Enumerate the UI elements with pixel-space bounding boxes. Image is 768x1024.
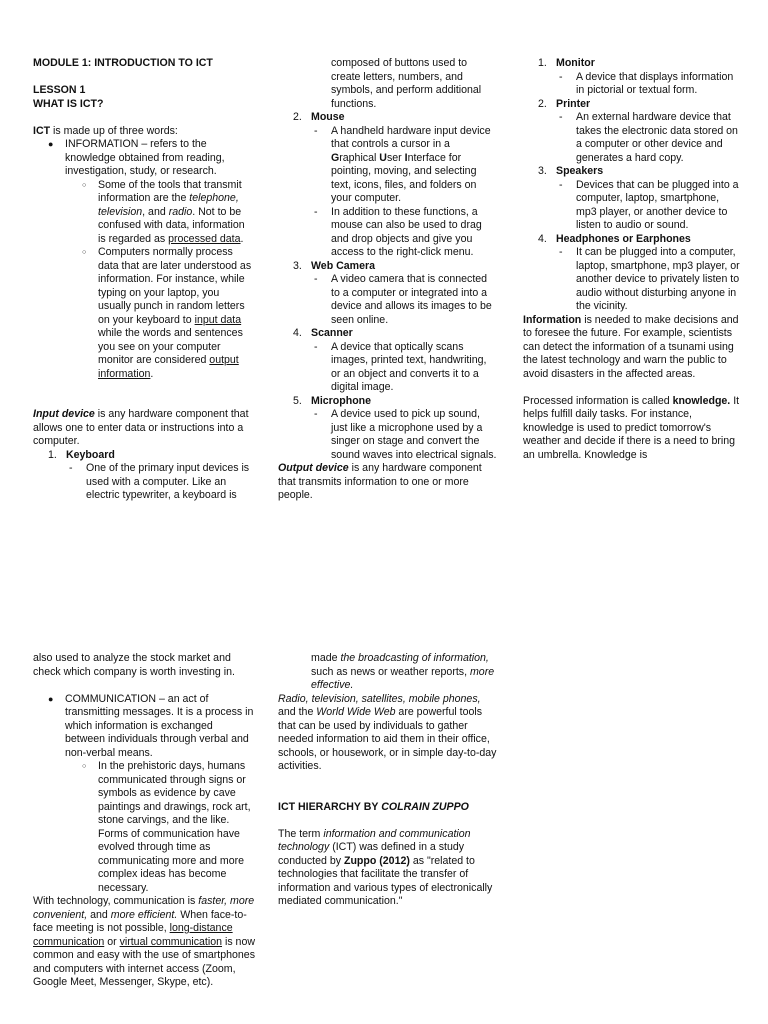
bullet-icon: ● xyxy=(48,693,54,704)
output-device-definition: Output device is any hardware component that transmits information to one or more people. xyxy=(278,462,482,501)
lesson-number: LESSON 1 xyxy=(33,84,86,96)
keyboard-desc-continued: composed of buttons used to create letters, numbers, and symbols, and perform additional functions. xyxy=(331,57,482,110)
ict-words-list-continued xyxy=(33,693,255,896)
list-item: - A device that optically scans images, printed text, handwriting, or an object and converts it to a digital image. xyxy=(331,341,498,395)
list-item-monitor: 1. Monitor - A device that displays information in pictorial or textual form. xyxy=(556,57,741,98)
lesson-title: WHAT IS ICT? xyxy=(33,97,104,110)
list-item: - A handheld hardware input device that controls a cursor in a Graphical User Interface for pointing, moving, and selecting text, icons, files, and folders on your computer. xyxy=(331,125,498,206)
input-devices-list xyxy=(33,449,255,503)
page2-column-2 xyxy=(278,652,498,909)
list-item: - An external hardware device that takes the electronic data stored on a computer or other device and generates a hard copy. xyxy=(576,111,741,165)
tools-paragraph: Radio, television, satellites, mobile phones, and the World Wide Web are powerful tools that can be used by individuals to gather needed information to aid them in their office, schools, or housework, or in simple day-to-day activities. xyxy=(278,692,497,772)
circle-bullet-icon: ○ xyxy=(82,763,87,770)
list-item-headphones: 4. Headphones or Earphones - It can be plugged into a computer, laptop, smartphone, mp3 player, or another device to privately listen to audio without disturbing anyone in the vicinity. xyxy=(556,233,741,314)
knowledge-continued: also used to analyze the stock market and check which company is worth investing in. xyxy=(33,652,235,678)
information-paragraph: Information is needed to make decisions and to foresee the future. For example, scientists can detect the information of a tsunami using the latest technology and warn the public to avoid disasters in the affected areas. xyxy=(523,313,739,380)
page1-column-2 xyxy=(278,57,498,503)
input-devices-list-continued xyxy=(278,111,498,462)
microphone-desc-list xyxy=(311,408,498,462)
list-item-speakers: 3. Speakers - Devices that can be plugged into a computer, laptop, smartphone, mp3 player, or another device to listen to audio or sound. xyxy=(556,165,741,233)
list-item-web-camera: 3. Web Camera - A video camera that is connected to a computer or integrated into a device and allows its images to be seen online. xyxy=(311,260,498,328)
bullet-icon: ● xyxy=(48,139,54,149)
ict-words-list xyxy=(33,138,255,381)
list-item: - Devices that can be plugged into a computer, laptop, smartphone, mp3 player, or another device to listen to audio or sound. xyxy=(576,179,741,233)
printer-desc-list xyxy=(556,111,741,165)
ict-hierarchy-heading: ICT HIERARCHY BY COLRAIN ZUPPO xyxy=(278,800,469,813)
list-item: - In addition to these functions, a mouse can also be used to drag and drop objects and give you access to the right-click menu. xyxy=(331,206,498,260)
list-item: - One of the primary input devices is used with a computer. Like an electric typewriter, a keyboard is xyxy=(86,462,255,503)
circle-bullet-icon: ○ xyxy=(82,181,87,189)
page1-column-1 xyxy=(33,57,255,503)
list-item: ○ Some of the tools that transmit information are the telephone, television, and radio. Not to be confused with data, information is regarded as processed data. xyxy=(82,178,245,245)
list-item-keyboard: 1. Keyboard - One of the primary input devices is used with a computer. Like an electric typewriter, a keyboard is xyxy=(66,449,255,503)
headphones-desc-list xyxy=(556,246,741,314)
output-devices-list xyxy=(523,57,741,314)
list-item-information: ● INFORMATION – refers to the knowledge obtained from reading, investigation, study, or research. ○ Some of the tools that transmit information are the telephone, television, and radio. Not to be confused with data, information is regarded as processed data. ○ Computers normally process data that are later understood as information. For instance, while typing on your laptop, you usually punch in random letters on your keyboard to input data while the words and sentences you see on your computer monitor are considered output information. xyxy=(65,138,255,381)
broadcasting-continued: made the broadcasting of information, such as news or weather reports, more effective. xyxy=(311,652,495,691)
knowledge-paragraph: Processed information is called knowledge. It helps fulfill daily tasks. For instance, knowledge is used to predict tomorrow's weather and decide if there is a need to bring an umbrella. Knowledge is xyxy=(523,394,740,461)
scanner-desc-list xyxy=(311,341,498,395)
input-device-definition: Input device is any hardware component that allows one to enter data or instructions into a computer. xyxy=(33,408,249,447)
monitor-desc-list xyxy=(556,71,741,98)
ict-definition: ICT is made up of three words: xyxy=(33,124,178,137)
circle-bullet-icon: ○ xyxy=(82,249,87,256)
list-item-communication: ● COMMUNICATION – an act of transmitting messages. It is a process in which information is exchanged between individuals through verbal and non-verbal means. ○ In the prehistoric days, humans communicated through signs or symbols as evidence by cave paintings and drawings, rock art, stone carvings, and the like. Forms of communication have evolved through time as communicating more and more complex ideas has become necessary. xyxy=(48,692,254,894)
list-item: - It can be plugged into a computer, laptop, smartphone, mp3 player, or another device to privately listen to audio without disturbing anyone in the vicinity. xyxy=(576,246,741,314)
list-item: ○ Computers normally process data that are later understood as information. For instance, while typing on your laptop, you usually punch in random letters on your keyboard to input data while the words and sentences you see on your computer monitor are considered output information. xyxy=(82,246,252,380)
list-item: - A device used to pick up sound, just like a microphone used by a singer on stage and convert the sound waves into electrical signals. xyxy=(331,408,498,462)
communication-sub-list xyxy=(65,760,255,895)
page1-column-3 xyxy=(523,57,741,462)
mouse-desc-list xyxy=(311,125,498,260)
list-item: ○ In the prehistoric days, humans communicated through signs or symbols as evidence by cave paintings and drawings, rock art, stone carvings, and the like. Forms of communication have evolved through time as communicating more and more complex ideas has become necessary. xyxy=(82,760,251,894)
list-item: - A video camera that is connected to a computer or integrated into a device and allows its images to be seen online. xyxy=(331,273,498,327)
list-item: - A device that displays information in pictorial or textual form. xyxy=(576,71,741,98)
list-item-printer: 2. Printer - An external hardware device that takes the electronic data stored on a computer or other device and generates a hard copy. xyxy=(556,98,741,166)
list-item-microphone: 5. Microphone - A device used to pick up sound, just like a microphone used by a singer on stage and convert the sound waves into electrical signals. xyxy=(311,395,498,463)
keyboard-desc-list xyxy=(66,462,255,503)
page2-column-1 xyxy=(33,652,255,990)
list-item-scanner: 4. Scanner - A device that optically scans images, printed text, handwriting, or an object and converts it to a digital image. xyxy=(311,327,498,395)
module-title: MODULE 1: INTRODUCTION TO ICT xyxy=(33,57,213,69)
list-item-mouse: 2. Mouse - A handheld hardware input device that controls a cursor in a Graphical User Interface for pointing, moving, and selecting text, icons, files, and folders on your computer. - In addition to these functions, a mouse can also be used to drag and drop objects and give you access to the right-click menu. xyxy=(311,111,498,260)
information-sub-list xyxy=(65,179,255,382)
ict-term-paragraph: The term information and communication technology (ICT) was defined in a study conducted by Zuppo (2012) as "related to technologies that facilitate the transfer of information and various types of electronically mediated communication." xyxy=(278,827,493,907)
web-camera-desc-list xyxy=(311,273,498,327)
speakers-desc-list xyxy=(556,179,741,233)
technology-paragraph: With technology, communication is faster, more convenient, and more efficient. When face-to-face meeting is not possible, long-distance communication or virtual communication is now common and easy with the use of smartphones and computers with internet access (Zoom, Google Meet, Messenger, Skype, etc). xyxy=(33,895,255,988)
